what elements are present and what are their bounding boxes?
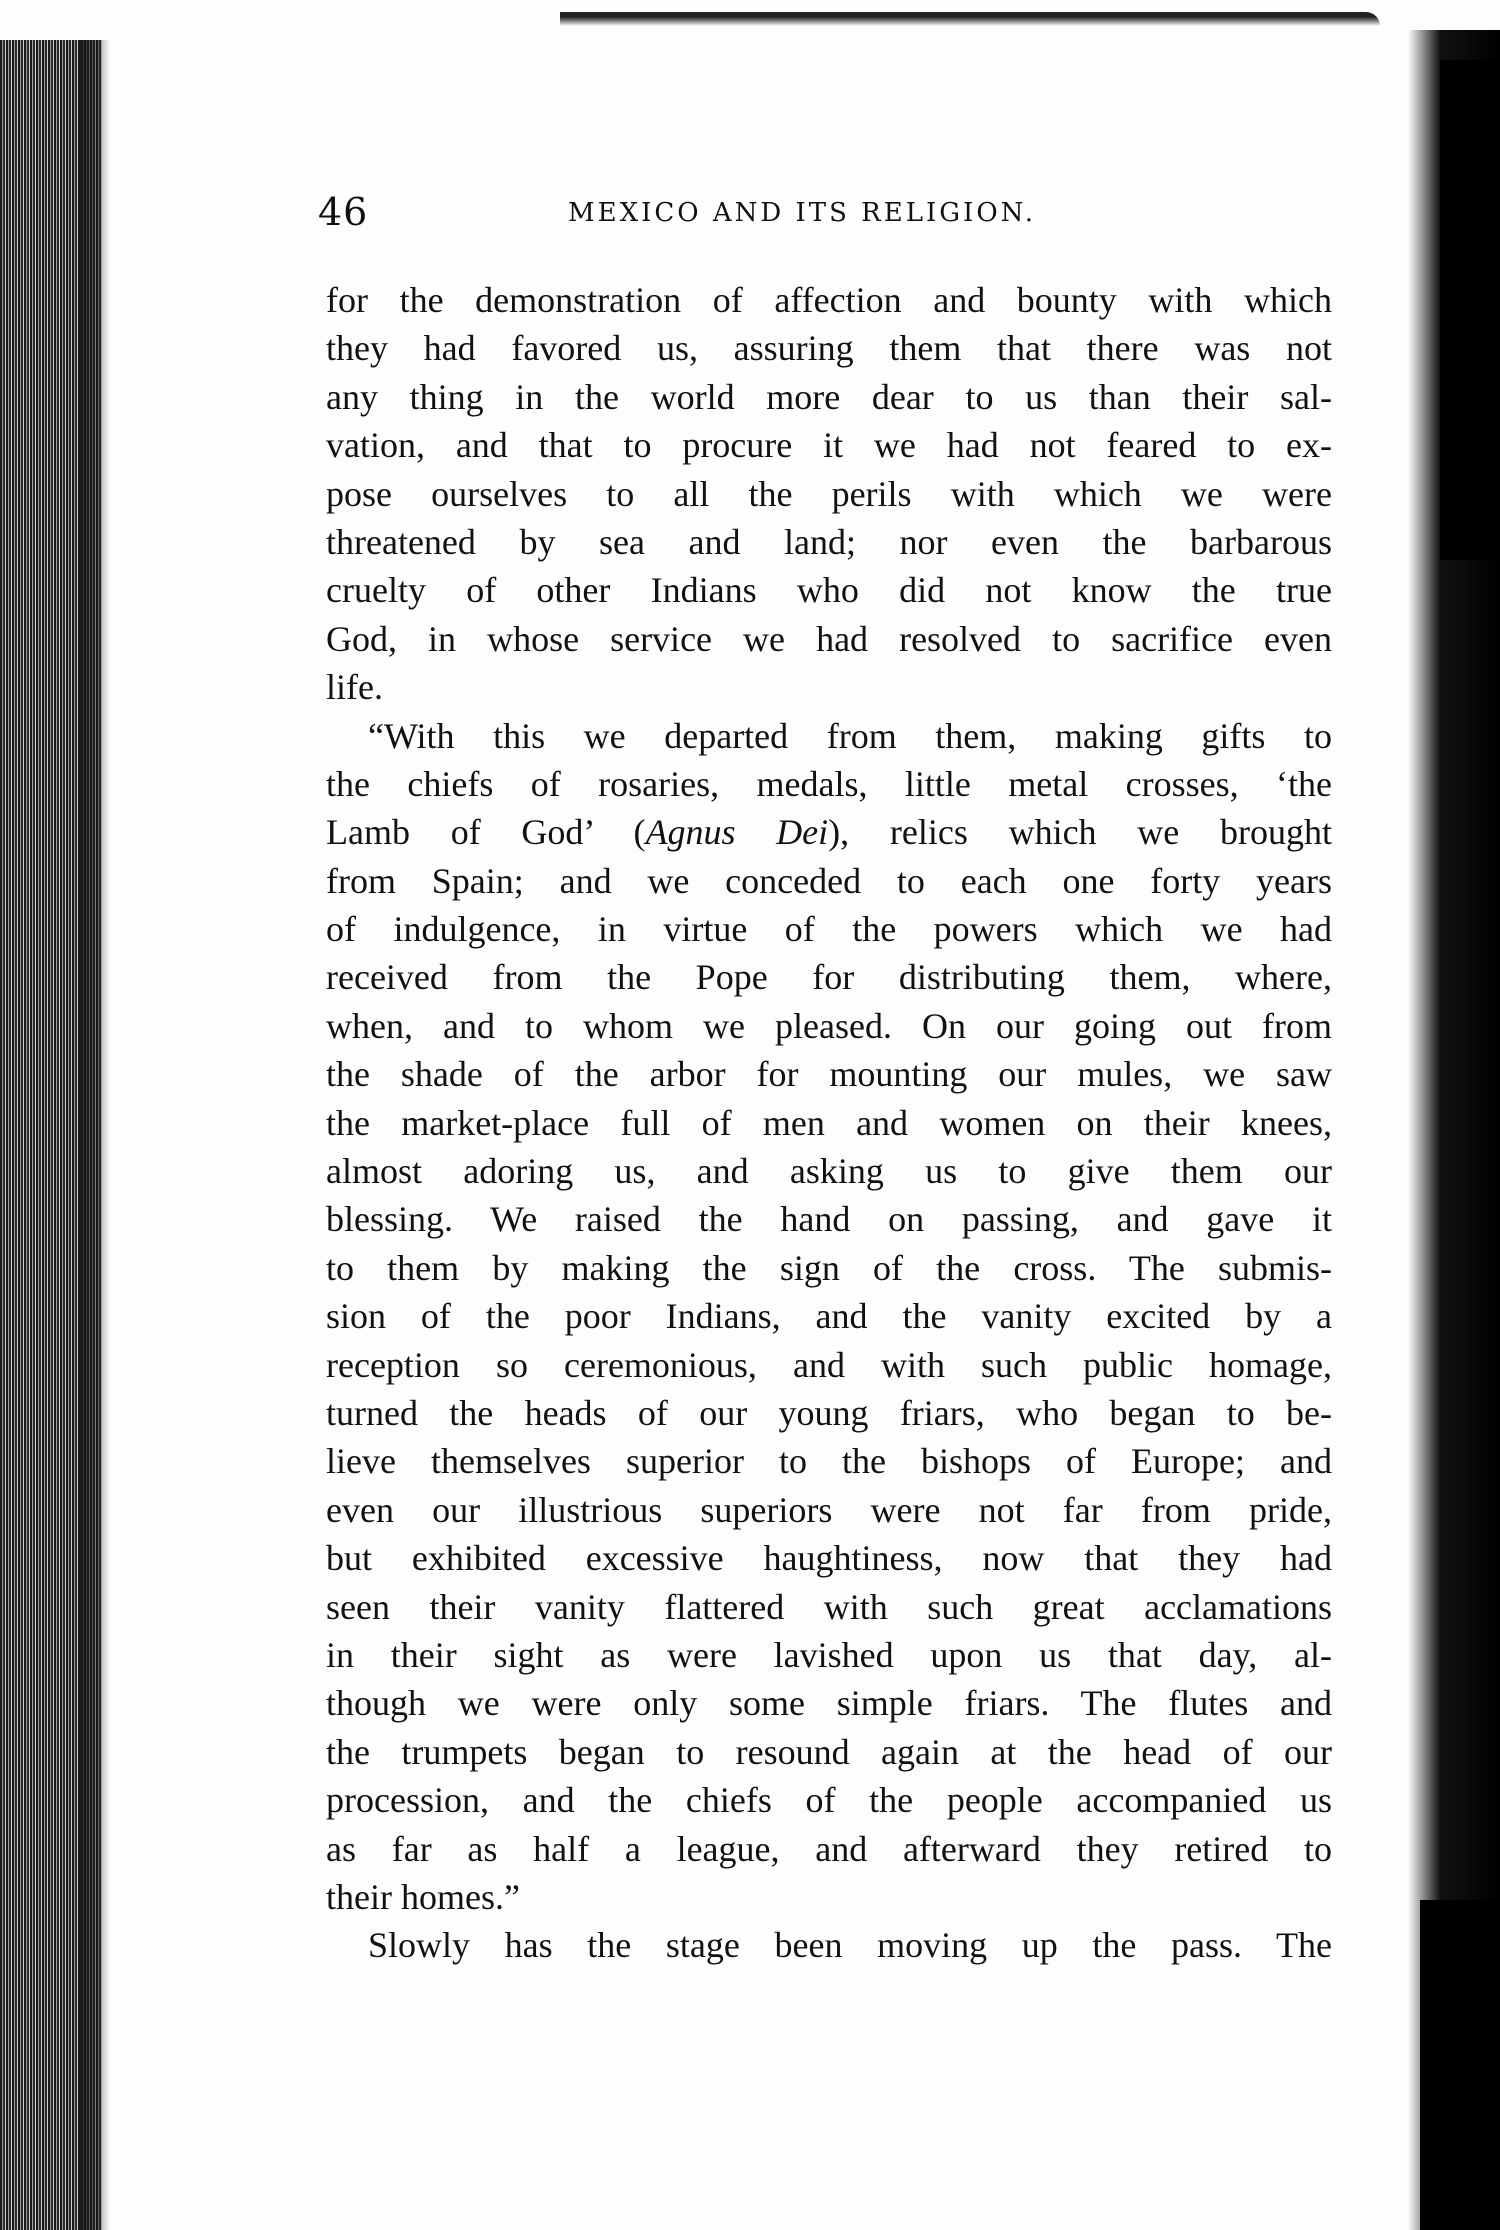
text-line: of indulgence, in virtue of the powers which we had — [326, 909, 1332, 950]
text-line: any thing in the world more dear to us than their sal- — [326, 376, 1332, 417]
text-line: though we were only some simple friars. The flutes and — [326, 1683, 1332, 1724]
text-line: received from the Pope for distributing them, where, — [326, 957, 1332, 998]
page-number: 46 — [318, 190, 369, 234]
running-head: MEXICO AND ITS RELIGION. — [568, 198, 1036, 228]
text-line: their homes.” — [326, 1876, 520, 1917]
text-line: turned the heads of our young friars, who began to be- — [326, 1392, 1332, 1433]
text-line: the chiefs of rosaries, medals, little metal crosses, ‘the — [326, 763, 1332, 804]
page-header — [318, 190, 1338, 240]
text-line: seen their vanity flattered with such great acclamations — [326, 1586, 1332, 1627]
text-line: even our illustrious superiors were not far from pride, — [326, 1489, 1332, 1530]
right-edge-shadow-lower — [1420, 1900, 1500, 2230]
text-line: God, in whose service we had resolved to sacrifice even — [326, 618, 1332, 659]
text-line: procession, and the chiefs of the people accompanied us — [326, 1780, 1332, 1821]
text-line: life. — [326, 667, 383, 708]
text-fragment: Lamb of God’ ( — [326, 812, 646, 853]
text-line: Slowly has the stage been moving up the pass. The — [368, 1925, 1332, 1966]
text-line: the trumpets began to resound again at the head of our — [326, 1731, 1332, 1772]
latin-phrase: Agnus Dei — [645, 812, 829, 853]
text-line-mixed — [326, 808, 1332, 856]
top-page-edge — [560, 12, 1380, 26]
text-line: as far as half a league, and afterward they retired to — [326, 1828, 1332, 1869]
text-line: the market-place full of men and women on their knees, — [326, 1102, 1332, 1143]
text-line: vation, and that to procure it we had not feared to ex- — [326, 425, 1332, 466]
text-line: “With this we departed from them, making gifts to — [368, 715, 1332, 756]
text-line: but exhibited excessive haughtiness, now that they had — [326, 1538, 1332, 1579]
text-line: almost adoring us, and asking us to give them our — [326, 1151, 1332, 1192]
text-line: the shade of the arbor for mounting our mules, we saw — [326, 1054, 1332, 1095]
body-text — [326, 276, 1332, 1970]
right-edge-shadow-upper — [1440, 60, 1500, 560]
text-line: reception so ceremonious, and with such public homage, — [326, 1344, 1332, 1385]
gutter-shadow — [80, 40, 110, 2230]
text-line: threatened by sea and land; nor even the barbarous — [326, 521, 1332, 562]
text-line: blessing. We raised the hand on passing, and gave it — [326, 1199, 1332, 1240]
text-line: they had favored us, assuring them that there was not — [326, 328, 1332, 369]
text-line: to them by making the sign of the cross. The submis- — [326, 1247, 1332, 1288]
text-line: cruelty of other Indians who did not know the true — [326, 570, 1332, 611]
text-line: sion of the poor Indians, and the vanity excited by a — [326, 1296, 1332, 1337]
text-line: in their sight as were lavished upon us that day, al- — [326, 1634, 1332, 1675]
text-line: when, and to whom we pleased. On our going out from — [326, 1005, 1332, 1046]
text-line: from Spain; and we conceded to each one forty years — [326, 860, 1332, 901]
text-fragment: ), relics which we brought — [828, 812, 1332, 853]
text-line: for the demonstration of affection and bounty with which — [326, 280, 1332, 320]
text-line: pose ourselves to all the perils with which we were — [326, 473, 1332, 514]
text-line: lieve themselves superior to the bishops of Europe; and — [326, 1441, 1332, 1482]
